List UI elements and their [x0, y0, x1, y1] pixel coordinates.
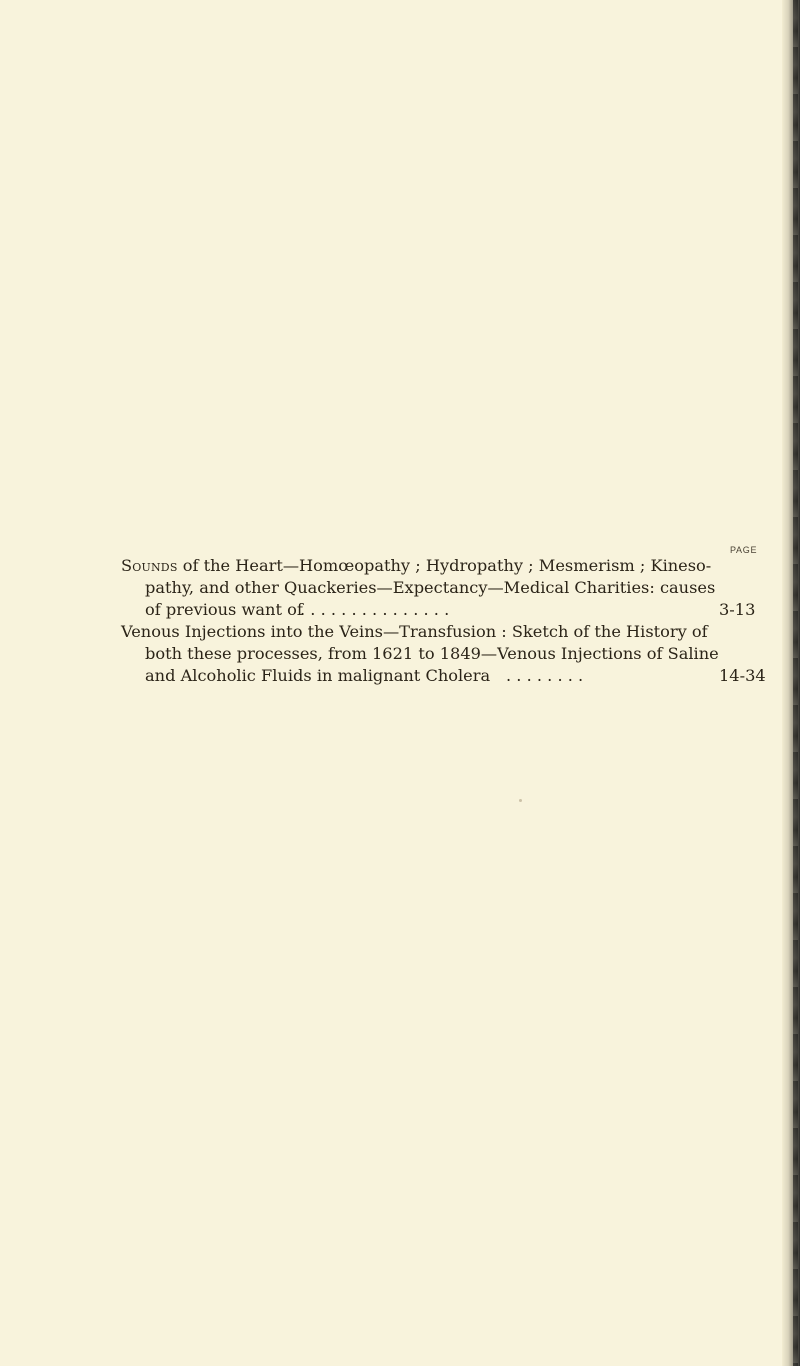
toc-entry-text: of the Heart—Homœopathy ; Hydropathy ; Mesmerism ; Kineso-: [177, 556, 712, 575]
toc-page-number: 3-13: [719, 600, 756, 619]
dot-leader: . . . . . . . . . . . . . . .: [300, 600, 450, 619]
toc-entry-line: pathy, and other Quackeries—Expectancy—Medical Charities: causes: [145, 578, 716, 597]
toc-entry-line: of previous want of: [145, 600, 303, 619]
toc-entry-line: and Alcoholic Fluids in malignant Cholera: [145, 666, 491, 685]
dot-leader: . . . . . . . .: [506, 666, 584, 685]
table-of-contents: [0, 535, 800, 775]
toc-page-number: 14-34: [719, 666, 766, 685]
toc-entry-line: [121, 555, 711, 577]
toc-entry-line: both these processes, from 1621 to 1849—Venous Injections of Saline: [145, 644, 719, 663]
toc-entry-lead-word: Sounds: [121, 556, 178, 575]
page-column-heading: PAGE: [730, 545, 758, 555]
paper-speck: [519, 799, 522, 802]
toc-entry-line: Venous Injections into the Veins—Transfusion : Sketch of the History of: [121, 622, 708, 641]
